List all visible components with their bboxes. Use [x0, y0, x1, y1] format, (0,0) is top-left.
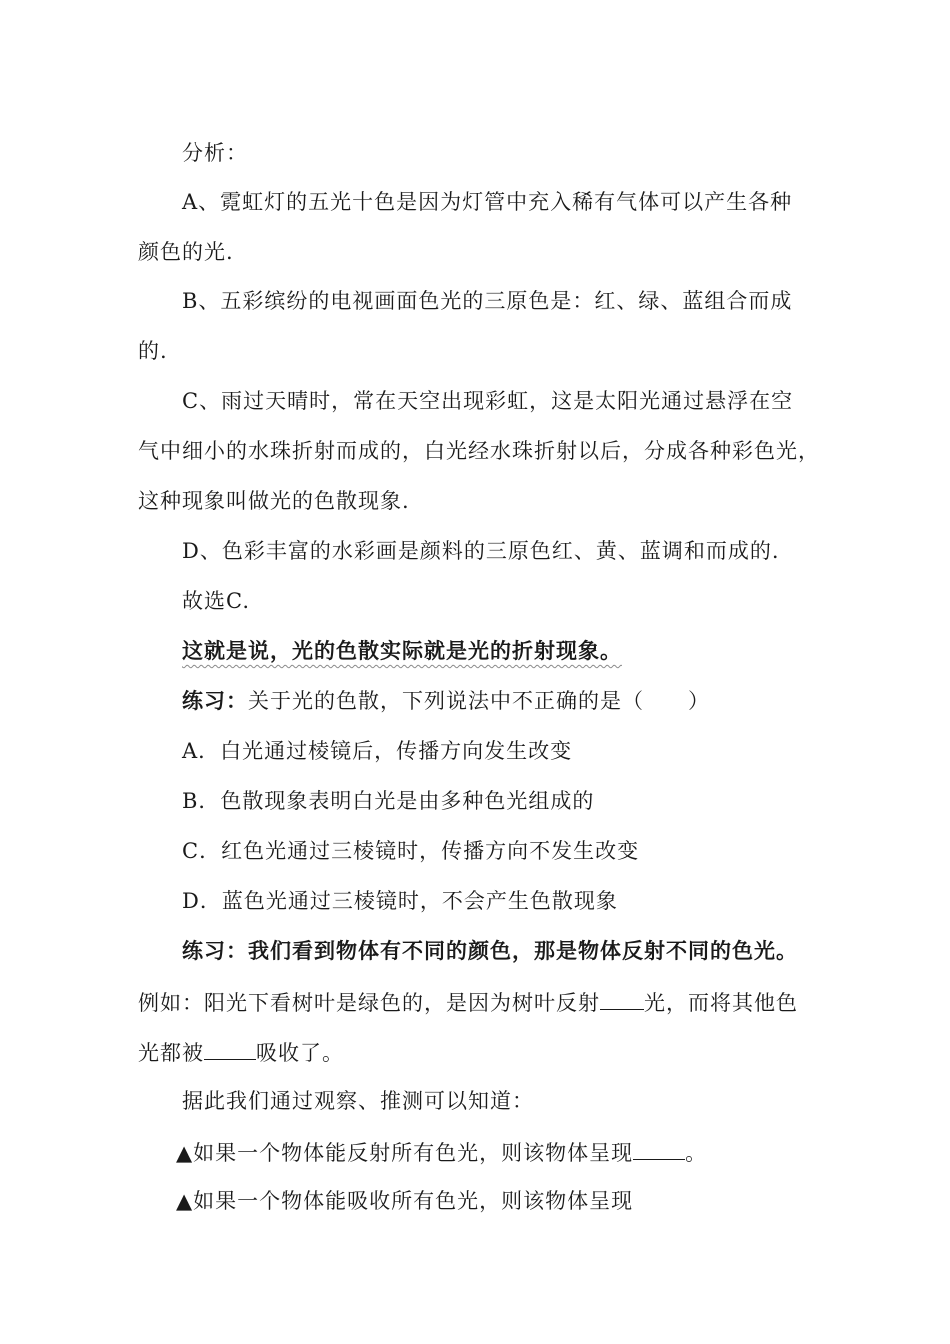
analysis-a-line1: A、霓虹灯的五光十色是因为灯管中充入稀有气体可以产生各种 [182, 190, 793, 214]
exercise2-line2 [138, 987, 798, 1017]
exercise2-line3-b: 吸收了。 [256, 1041, 344, 1065]
exercise2-bullet2 [176, 1187, 633, 1215]
exercise1-option-b: B．色散现象表明白光是由多种色光组成的 [182, 789, 595, 813]
exercise1-option-c: C．红色光通过三棱镜时，传播方向不发生改变 [182, 839, 640, 863]
conclusion-wavy-text: 这就是说，光的色散实际就是光的折射现象。 [182, 639, 622, 663]
analysis-c-line1: C、雨过天晴时，常在天空出现彩虹，这是太阳光通过悬浮在空 [182, 389, 794, 413]
exercise2-bullet1-a: 如果一个物体能反射所有色光，则该物体呈现 [193, 1141, 634, 1165]
analysis-a-line2: 颜色的光. [138, 240, 234, 264]
analysis-heading: 分析： [182, 141, 248, 165]
analysis-b-line2: 的. [138, 339, 168, 363]
analysis-c-line2: 气中细小的水珠折射而成的，白光经水珠折射以后，分成各种彩色光， [138, 439, 820, 463]
fill-blank-3[interactable] [633, 1137, 685, 1160]
triangle-bullet-icon: ▲ [176, 1189, 194, 1213]
exercise1-option-a: A．白光通过棱镜后，传播方向发生改变 [182, 739, 573, 763]
conclusion-text [182, 637, 622, 665]
exercise2-bullet2-text: 如果一个物体能吸收所有色光，则该物体呈现 [193, 1189, 634, 1213]
exercise1-label: 练习： [182, 689, 248, 713]
triangle-bullet-icon: ▲ [176, 1141, 194, 1165]
fill-blank-2[interactable] [204, 1037, 256, 1060]
analysis-answer: 故选C. [182, 589, 250, 613]
analysis-b-line1: B、五彩缤纷的电视画面色光的三原色是：红、绿、蓝组合而成 [182, 289, 793, 313]
exercise2-line1: 练习：我们看到物体有不同的颜色，那是物体反射不同的色光。 [182, 939, 798, 963]
exercise1-question: 关于光的色散，下列说法中不正确的是（ ） [248, 689, 710, 713]
exercise1-question-line [182, 687, 710, 715]
analysis-c-line3: 这种现象叫做光的色散现象. [138, 489, 410, 513]
exercise2-inference: 据此我们通过观察、推测可以知道： [182, 1089, 534, 1113]
exercise2-line2-a: 例如：阳光下看树叶是绿色的，是因为树叶反射 [138, 991, 600, 1015]
exercise2-line3-a: 光都被 [138, 1041, 204, 1065]
analysis-d-line1: D、色彩丰富的水彩画是颜料的三原色红、黄、蓝调和而成的. [182, 539, 780, 563]
exercise2-bullet1-b: 。 [685, 1141, 708, 1165]
exercise2-bullet1 [176, 1137, 707, 1167]
exercise2-line3 [138, 1037, 344, 1067]
exercise2-line2-b: 光，而将其他色 [644, 991, 798, 1015]
fill-blank-1[interactable] [600, 987, 644, 1010]
exercise1-option-d: D．蓝色光通过三棱镜时，不会产生色散现象 [182, 889, 618, 913]
